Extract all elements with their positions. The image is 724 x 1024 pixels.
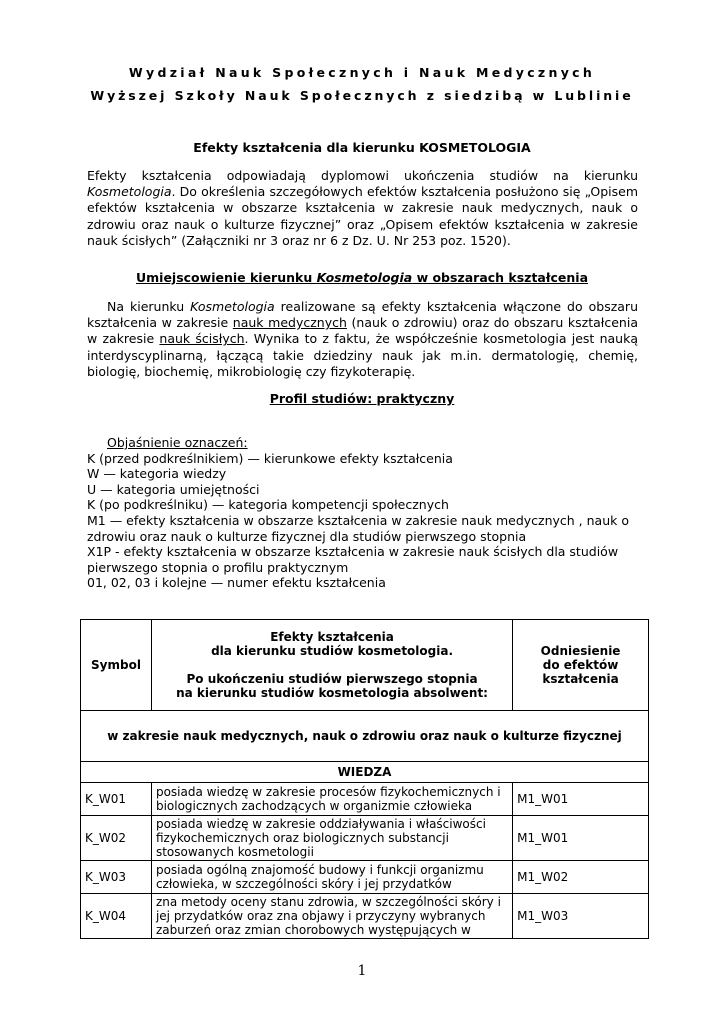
legend-line: pierwszego stopnia o profilu praktycznym	[87, 559, 349, 575]
legend-line: K (po podkreślniku) — kategoria kompetencji społecznych	[87, 497, 449, 513]
faculty-header: Wydział Nauk Społecznych i Nauk Medycznych	[128, 65, 596, 80]
section-row	[81, 711, 649, 762]
legend-line: X1P - efekty kształcenia w obszarze kształcenia w zakresie nauk ścisłych dla studiów	[87, 544, 619, 560]
legend-line: K (przed podkreślnikiem) — kierunkowe efekty kształcenia	[87, 450, 453, 466]
outcome-reference: M1_W01	[513, 816, 649, 861]
outcome-code: K_W04	[81, 894, 152, 939]
outcome-code: K_W03	[81, 861, 152, 894]
column-header-effects: Efekty kształcenia dla kierunku studiów kosmetologia. Po ukończeniu studiów pierwszego stopnia na kierunku studiów kosmetologia absolwent:	[151, 620, 512, 711]
section-title: w zakresie nauk medycznych, nauk o zdrowiu oraz nauk o kulturze fizycznej	[81, 711, 649, 762]
learning-outcomes-table	[80, 619, 649, 939]
placement-heading-pre: Umiejscowienie kierunku	[135, 270, 317, 285]
placement-course-name: Kosmetologia	[190, 299, 275, 314]
intro-paragraph	[87, 168, 638, 249]
table-row	[81, 894, 649, 939]
category-row	[81, 762, 649, 783]
outcome-code: K_W02	[81, 816, 152, 861]
column-header-symbol: Symbol	[81, 620, 152, 711]
outcome-description: zna metody oceny stanu zdrowia, w szczególności skóry i jej przydatków oraz zna objawy i przyczyny wybranych zaburzeń oraz zmian chorobowych występujących w	[151, 894, 512, 939]
exact-sciences-term: nauk ścisłych	[159, 331, 245, 347]
column-header-reference: Odniesienie do efektów kształcenia	[513, 620, 649, 711]
legend-title: Objaśnienie oznaczeń:	[107, 435, 248, 450]
legend-line: zdrowiu oraz nauk o kulturze fizycznej dla studiów pierwszego stopnia	[87, 528, 527, 544]
placement-text-c: (nauk o zdrowiu) oraz do obszaru kształcenia w zakresie	[87, 315, 638, 347]
category-title: WIEDZA	[81, 762, 649, 783]
outcome-reference: M1_W02	[513, 861, 649, 894]
table-row	[81, 783, 649, 816]
table-row	[81, 816, 649, 861]
outcome-code: K_W01	[81, 783, 152, 816]
table-header-row	[81, 620, 649, 711]
intro-text-1: Efekty kształcenia odpowiadają dyplomowi ukończenia studiów na kierunku	[87, 168, 638, 183]
placement-heading	[0, 270, 724, 285]
placement-heading-post: w obszarach kształcenia	[412, 270, 588, 285]
legend-line: U — kategoria umiejętności	[87, 481, 260, 497]
page-number: 1	[357, 963, 367, 979]
school-header: Wyższej Szkoły Nauk Społecznych z siedzibą w Lublinie	[90, 88, 634, 103]
outcome-description: posiada ogólną znajomość budowy i funkcji organizmu człowieka, w szczególności skóry i jej przydatków	[151, 861, 512, 894]
intro-text-2: . Do określenia szczegółowych efektów kształcenia posłużono się „Opisem efektów kształcenia w obszarze kształcenia w zakresie nauk medycznych, nauk o zdrowiu oraz nauk o kulturze fizycznej” oraz „Opisem efektów kształcenia w zakresie nauk ścisłych” (Załączniki nr 3 oraz nr 6 z Dz. U. Nr 253 poz. 1520).	[87, 184, 638, 248]
placement-heading-course: Kosmetologia	[316, 270, 413, 285]
placement-text-d: . Wynika to z faktu, że współcześnie kosmetologia jest nauką interdyscyplinarną, łączącą takie dziedziny nauk jak m.in. dermatologię, chemię, biologię, biochemię, mikrobiologię czy fizykoterapię.	[87, 331, 638, 379]
outcome-description: posiada wiedzę w zakresie procesów fizykochemicznych i biologicznych zachodzących w organizmie człowieka	[151, 783, 512, 816]
legend-line: 01, 02, 03 i kolejne — numer efektu kształcenia	[87, 575, 386, 591]
placement-text-a: Na kierunku	[107, 299, 191, 314]
study-profile: Profil studiów: praktyczny	[269, 391, 455, 406]
table-row	[81, 861, 649, 894]
outcome-reference: M1_W03	[513, 894, 649, 939]
placement-paragraph	[87, 299, 638, 380]
legend	[87, 435, 647, 591]
document-title: Efekty kształcenia dla kierunku KOSMETOLOGIA	[193, 140, 531, 155]
placement-text-b: realizowane są efekty kształcenia włączone do obszaru kształcenia w zakresie	[87, 299, 638, 331]
legend-line: W — kategoria wiedzy	[87, 466, 227, 482]
intro-course-name: Kosmetologia	[87, 184, 172, 200]
outcome-description: posiada wiedzę w zakresie oddziaływania i właściwości fizykochemicznych oraz biologicznych substancji stosowanych kosmetologii	[151, 816, 512, 861]
medical-sciences-term: nauk medycznych	[232, 315, 347, 331]
legend-line: M1 — efekty kształcenia w obszarze kształcenia w zakresie nauk medycznych , nauk o	[87, 512, 629, 528]
outcome-reference: M1_W01	[513, 783, 649, 816]
